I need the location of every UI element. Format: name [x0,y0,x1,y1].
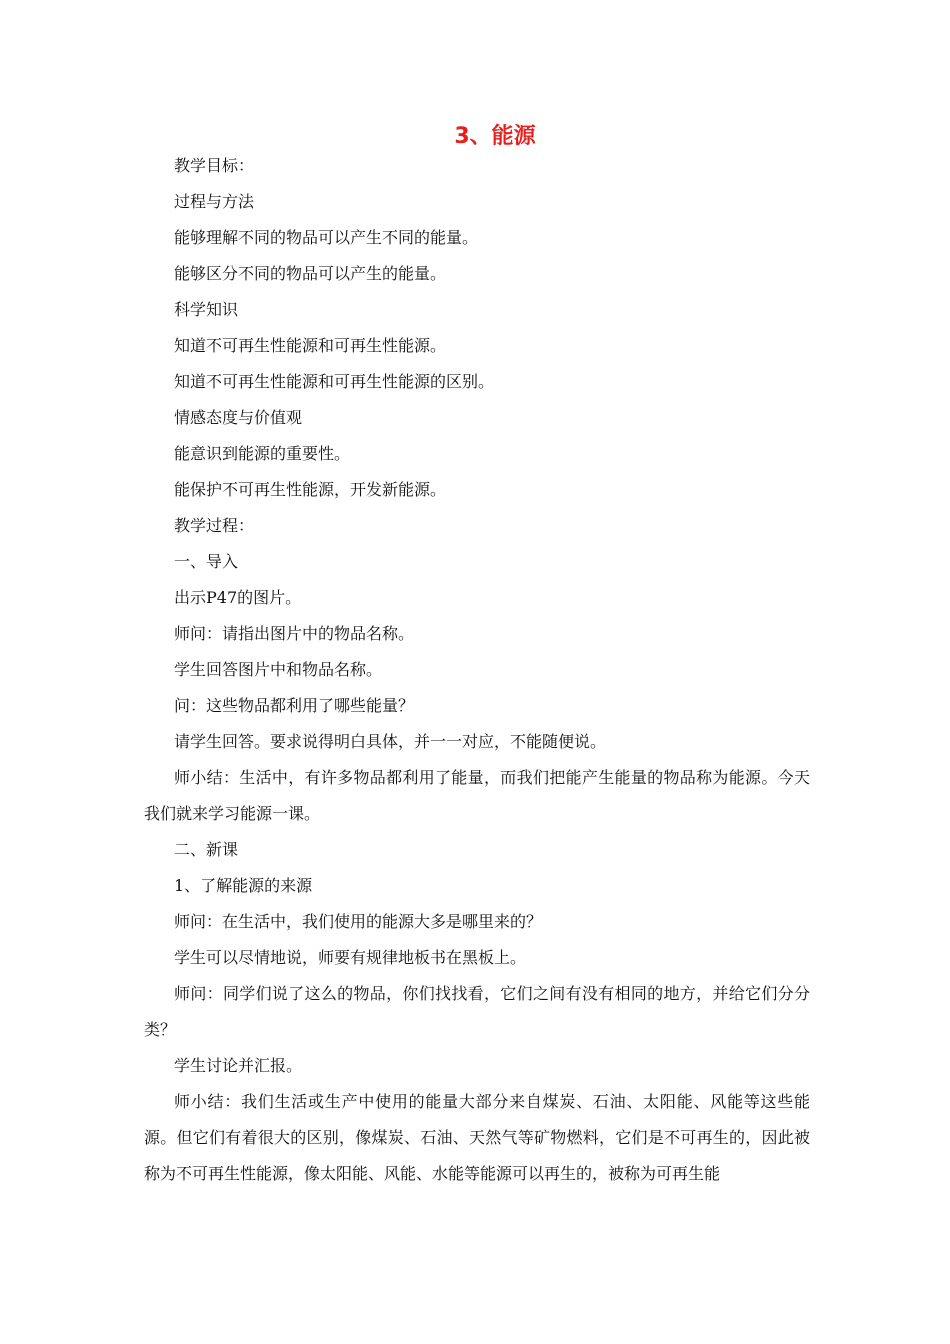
paragraph-process-method: 过程与方法 [174,192,255,211]
paragraph-science-knowledge: 科学知识 [174,300,239,319]
paragraph: 出示P47的图片。 [174,588,302,607]
paragraph: 学生讨论并汇报。 [174,1056,303,1075]
paragraph: 知道不可再生性能源和可再生性能源的区别。 [174,372,495,391]
paragraph-attitude-values: 情感态度与价值观 [174,408,303,427]
subsection-heading: 1、了解能源的来源 [174,876,313,895]
paragraph: 学生可以尽情地说，师要有规律地板书在黑板上。 [174,948,527,967]
paragraph: 学生回答图片中和物品名称。 [174,660,383,679]
paragraph: 师问：同学们说了这么的物品，你们找找看，它们之间有没有相同的地方，并给它们分分类？ [144,984,810,1039]
paragraph-summary: 师小结：我们生活或生产中使用的能量大部分来自煤炭、石油、太阳能、风能等这些能源。但它们有着很大的区别，像煤炭、石油、天然气等矿物燃料，它们是不可再生的，因此被称为不可再生性能源，像太阳能、风能、水能等能源可以再生的，被称为可再生能 [144,1092,810,1183]
document-body [144,148,810,1192]
paragraph: 能保护不可再生性能源，开发新能源。 [174,480,447,499]
paragraph-teaching-process-heading: 教学过程： [174,516,255,535]
paragraph: 知道不可再生性能源和可再生性能源。 [174,336,447,355]
document-title: 3、能源 [454,124,536,149]
paragraph: 师问：在生活中，我们使用的能源大多是哪里来的？ [174,912,543,931]
paragraph: 师问：请指出图片中的物品名称。 [174,624,415,643]
paragraph: 请学生回答。要求说得明白具体，并一一对应，不能随便说。 [174,732,607,751]
section-heading-intro: 一、导入 [174,552,239,571]
paragraph: 问：这些物品都利用了哪些能量？ [174,696,415,715]
paragraph: 能意识到能源的重要性。 [174,444,351,463]
paragraph-objectives-heading: 教学目标： [174,156,255,175]
paragraph: 能够区分不同的物品可以产生的能量。 [174,264,447,283]
paragraph-summary: 师小结：生活中，有许多物品都利用了能量，而我们把能产生能量的物品称为能源。今天我们就来学习能源一课。 [144,768,810,823]
paragraph: 能够理解不同的物品可以产生不同的能量。 [174,228,479,247]
section-heading-new-lesson: 二、新课 [174,840,239,859]
